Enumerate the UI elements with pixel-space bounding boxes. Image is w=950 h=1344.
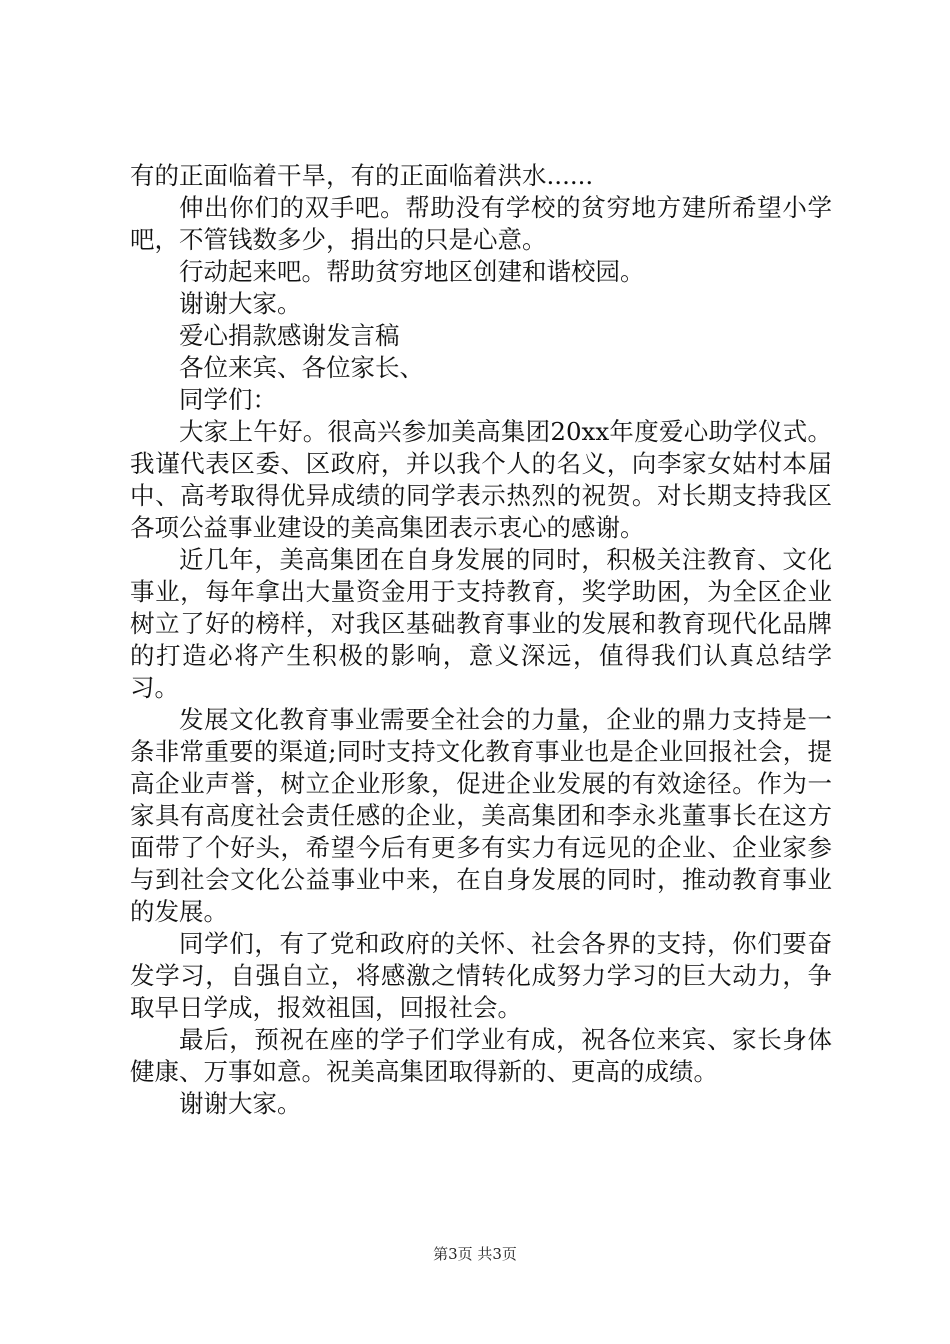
- salutation: 同学们：: [179, 385, 277, 414]
- paragraph: 发展文化教育事业需要全社会的力量，企业的鼎力支持是一条非常重要的渠道;同时支持文化教育事业也是企业回报社会，提高企业声誉，树立企业形象，促进企业发展的有效途径。作为一家具有高度社会责任感的企业，美高集团和李永兆董事长在这方面带了个好头，希望今后有更多有实力有远见的企业、企业家参与到社会文化公益事业中来，在自身发展的同时，推动教育事业的发展。: [130, 705, 832, 926]
- page-footer: 第3页 共3页: [433, 1245, 517, 1263]
- document-body: [130, 160, 832, 1120]
- speech-title: 爱心捐款感谢发言稿: [179, 321, 400, 350]
- paragraph: 伸出你们的双手吧。帮助没有学校的贫穷地方建所希望小学吧，不管钱数多少，捐出的只是心意。: [130, 193, 832, 254]
- paragraph: 有的正面临着干旱，有的正面临着洪水......: [130, 161, 594, 190]
- paragraph: 最后，预祝在座的学子们学业有成，祝各位来宾、家长身体健康、万事如意。祝美高集团取得新的、更高的成绩。: [130, 1025, 832, 1086]
- closing: 谢谢大家。: [179, 1089, 302, 1118]
- paragraph: 近几年，美高集团在自身发展的同时，积极关注教育、文化事业，每年拿出大量资金用于支持教育，奖学助困，为全区企业树立了好的榜样，对我区基础教育事业的发展和教育现代化品牌的打造必将产生积极的影响，意义深远，值得我们认真总结学习。: [130, 545, 832, 702]
- salutation: 各位来宾、各位家长、: [179, 353, 424, 382]
- paragraph: 谢谢大家。: [179, 289, 302, 318]
- paragraph: 大家上午好。很高兴参加美高集团20xx年度爱心助学仪式。我谨代表区委、区政府，并以我个人的名义，向李家女姑村本届中、高考取得优异成绩的同学表示热烈的祝贺。对长期支持我区各项公益事业建设的美高集团表示衷心的感谢。: [130, 417, 832, 542]
- paragraph: 行动起来吧。帮助贫穷地区创建和谐校园。: [179, 257, 645, 286]
- paragraph: 同学们，有了党和政府的关怀、社会各界的支持，你们要奋发学习，自强自立，将感激之情转化成努力学习的巨大动力，争取早日学成，报效祖国，回报社会。: [130, 929, 832, 1022]
